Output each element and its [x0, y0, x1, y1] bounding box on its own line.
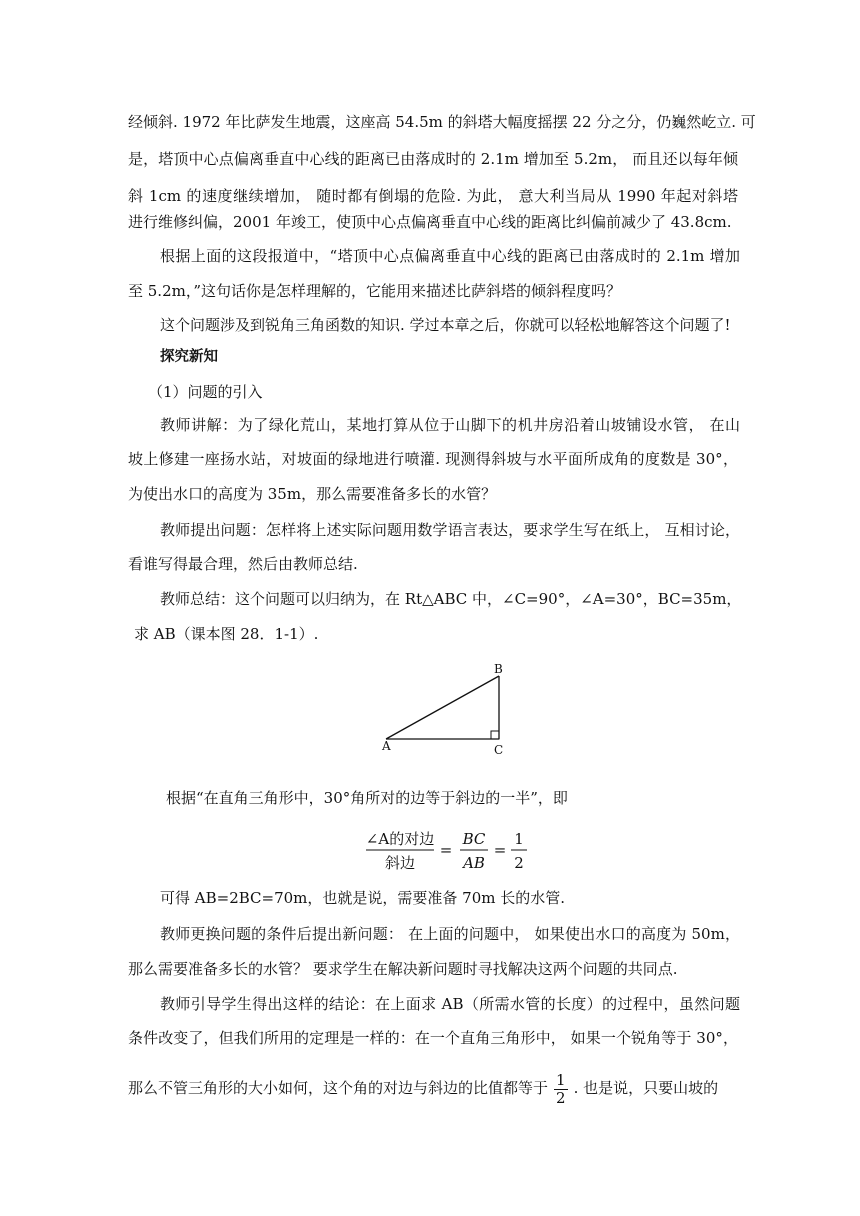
paragraph-line: 看谁写得最合理，然后由教师总结.: [128, 555, 358, 573]
text-segment: 那么不管三角形的大小如何，这个角的对边与斜边的比值都等于: [128, 1079, 549, 1097]
paragraph-line: 至 5.2m，”这句话你是怎样理解的，它能用来描述比萨斜塔的倾斜程度吗？: [128, 282, 622, 300]
paragraph-line: 进行维修纠偏，2001 年竣工，使顶中心点偏离垂直中心线的距离比纠偏前减少了 43.8cm.: [128, 213, 732, 231]
paragraph-line: 根据“在直角三角形中，30°角所对的边等于斜边的一半”，即: [166, 789, 568, 807]
paragraph-line: 教师讲解：为了绿化荒山，某地打算从位于山脚下的机井房沿着山坡铺设水管， 在山: [160, 416, 740, 434]
paragraph-line: [128, 1066, 738, 1110]
paragraph-line: 是，塔顶中心点偏离垂直中心线的距离已由落成时的 2.1m 增加至 5.2m， 而且还以每年倾: [128, 150, 738, 168]
right-triangle-diagram: [370, 656, 520, 756]
fraction-numerator: 1: [514, 830, 524, 848]
paragraph-line: 那么需要准备多长的水管？ 要求学生在解决新问题时寻找解决这两个问题的共同点.: [128, 960, 678, 978]
fraction-denominator: AB: [463, 854, 485, 872]
inline-fraction: [554, 1072, 568, 1107]
vertex-label-c: C: [494, 743, 504, 756]
section-title: 探究新知: [160, 349, 218, 365]
paragraph-line: 教师更换问题的条件后提出新问题： 在上面的问题中， 如果使出水口的高度为 50m，: [160, 925, 740, 943]
paragraph-line: 坡上修建一座扬水站，对坡面的绿地进行喷灌. 现测得斜坡与水平面所成角的度数是 30°，: [128, 450, 738, 468]
paragraph-line: 教师引导学生得出这样的结论：在上面求 AB（所需水管的长度）的过程中，虽然问题: [160, 995, 740, 1013]
paragraph-line: 可得 AB=2BC=70m，也就是说，需要准备 70m 长的水管.: [160, 889, 566, 907]
equals-sign: =: [493, 841, 507, 859]
fraction-numerator: BC: [462, 830, 486, 848]
triangle-figure: [370, 656, 520, 756]
paragraph-line: 教师总结：这个问题可以归纳为，在 Rt△ABC 中，∠C=90°，∠A=30°，BC=35m，: [160, 590, 742, 608]
section-subtitle: （1）问题的引入: [148, 383, 263, 401]
paragraph-line: 条件改变了，但我们所用的定理是一样的：在一个直角三角形中， 如果一个锐角等于 30°，: [128, 1029, 738, 1047]
paragraph-line: 这个问题涉及到锐角三角函数的知识. 学过本章之后，你就可以轻松地解答这个问题了!: [160, 316, 731, 334]
paragraph-line: 根据上面的这段报道中，“塔顶中心点偏离垂直中心线的距离已由落成时的 2.1m 增加: [160, 247, 740, 265]
right-angle-mark: [491, 731, 499, 739]
side-ab: [386, 676, 499, 739]
fraction-denominator: 2: [514, 854, 524, 872]
paragraph-line: 斜 1cm 的速度继续增加， 随时都有倒塌的危险. 为此， 意大利当局从 1990 年起对斜塔: [128, 187, 738, 205]
formula-svg: [360, 826, 540, 876]
fraction-numerator: ∠A的对边: [365, 830, 435, 848]
fraction-denominator: 2: [556, 1088, 566, 1107]
fraction-denominator: 斜边: [384, 854, 416, 872]
paragraph-line: 教师提出问题：怎样将上述实际问题用数学语言表达，要求学生写在纸上， 互相讨论，: [160, 521, 740, 539]
equals-sign: =: [439, 841, 453, 859]
text-segment: . 也是说，只要山坡的: [573, 1079, 719, 1097]
vertex-label-b: B: [494, 662, 503, 676]
ratio-formula: [360, 826, 540, 876]
paragraph-line: 经倾斜. 1972 年比萨发生地震，这座高 54.5m 的斜塔大幅度摇摆 22 分之分，仍巍然屹立. 可: [128, 113, 756, 131]
fraction-numerator: 1: [556, 1070, 566, 1089]
paragraph-line: 为使出水口的高度为 35m，那么需要准备多长的水管？: [128, 485, 497, 503]
paragraph-line: 求 AB（课本图 28．1-1）.: [134, 625, 319, 643]
vertex-label-a: A: [382, 739, 391, 753]
